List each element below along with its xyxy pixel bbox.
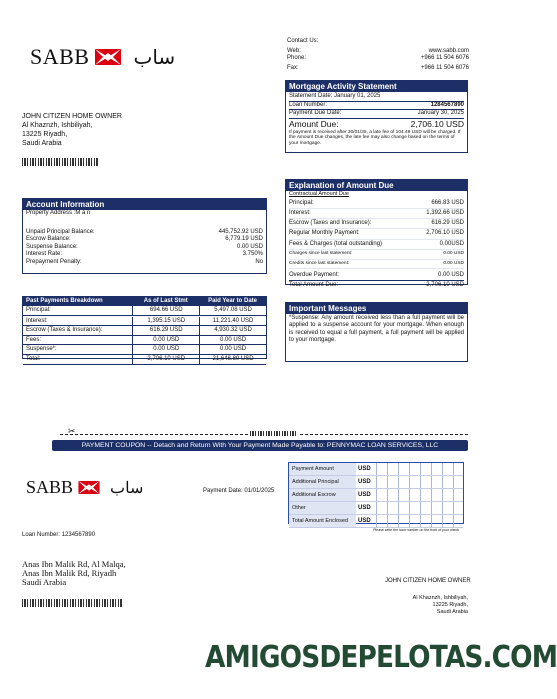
customer-address [22,112,122,148]
customer-addr-1: Al Khaznzh, Ishbiliyah, [22,122,93,129]
past-payments-cell: 5,497.08 USD [199,306,266,315]
explanation-row [289,250,464,260]
past-payments-cell: 0.00 USD [132,345,199,354]
explanation-row-label: Principal: [289,199,314,206]
explanation-row-value: 0.00 USD [437,272,464,279]
coupon-row [289,476,463,489]
messages-box [285,302,468,362]
sender-line-1: Anas Ibn Malik Rd, Al Malqa, [22,559,126,569]
explanation-row [289,229,464,239]
past-payments-cell: Interest: [26,317,48,324]
explanation-row-label: Charges since last statement: [289,250,353,256]
past-payments-row [23,336,266,346]
explanation-row-label: Regular Monthly Payment: [289,230,360,237]
past-payments-row [23,306,266,316]
hexagon-logo-icon [95,49,121,65]
explanation-row-value: 0.00USD [439,240,464,247]
coupon-row [289,515,463,528]
property-address: Property Address :M a n [26,210,91,216]
postal-barcode [22,158,98,166]
coupon-row-label: Additional Escrow [289,489,356,501]
explanation-row [289,219,464,229]
explanation-row-label: Escrow (Taxes and Insurance): [289,220,372,227]
explanation-row-value: 0.00 USD [443,260,464,266]
account-row [26,244,263,252]
sender-address [22,560,126,587]
explanation-row-value: 0.00 USD [443,250,464,256]
explanation-box [285,179,468,289]
explanation-row-value: 1,392.66 USD [426,209,464,216]
watermark-text: AMIGOSDEPELOTAS.COM [205,640,557,675]
explanation-row-value: 666.83 USD [431,199,464,206]
past-header-cell: Past Payments Breakdown [26,298,103,304]
due-date-label: Payment Due Date: [289,110,342,116]
account-row-value: 445,752.92 USD [218,228,263,235]
contact-block [287,38,469,72]
past-payments-cell: Fees: [26,336,42,343]
past-payments-cell: 4,930.32 USD [199,326,266,335]
explanation-rows [289,199,464,291]
messages-title: Important Messages [286,303,467,314]
past-payments-body [23,306,266,365]
coupon-currency: USD [358,492,371,498]
past-payments-cell: Suspense*: [26,346,57,353]
sender-line-2: Anas Ibn Malik Rd, Riyadh [22,568,117,578]
messages-body: *Suspense: Any amount received less than a full payment will be applied to a suspense account for your mortgage. When enough is received to equal a full payment, a full payment will be applied to your mortgage. [289,315,464,344]
coupon-currency: USD [358,479,371,485]
recipient-line-2: 13225 Riyadh, [432,601,468,608]
explanation-row-label: Overdue Payment: [289,272,340,279]
past-payments-cell: Principal: [26,307,51,313]
explanation-row [289,240,464,250]
coupon-row [289,502,463,515]
account-info-title: Account Information [23,199,266,210]
explanation-row-label: Credits since last statement: [289,260,350,266]
due-date-value: January 30, 2025 [417,110,464,116]
account-row-value: 0.00 USD [236,243,263,250]
recipient-name: JOHN CITIZEN HOME OWNER [385,578,471,584]
explanation-row [289,280,464,290]
account-row-label: Interest Rate: [26,251,63,257]
coupon-currency: USD [358,466,371,472]
past-payments-cell: 2,706.10 USD [132,355,199,364]
explanation-row [289,199,464,209]
web-label: Web: [287,47,301,54]
amount-due-label: Amount Due: [289,118,339,129]
account-row [26,259,263,267]
past-payments-cell: 1,395.15 USD [132,317,199,326]
fax-label: Fax: [287,64,299,71]
coupon-loan-number: Loan Number: 1234567890 [22,532,96,538]
coupon-sabb-logo [26,477,143,498]
activity-title: Mortgage Activity Statement [286,81,467,92]
coupon-row-label: Payment Amount [289,463,356,475]
coupon-amount-field[interactable] [376,476,463,488]
account-row-value: 6,779.19 USD [225,236,263,242]
logo-text-en: SABB [30,44,90,69]
coupon-row-label: Other [289,502,356,514]
explanation-row-value: 2,706.10 USD [426,230,464,237]
past-payments-cell: Escrow (Taxes & Insurance): [26,327,103,334]
past-payments-header [23,297,266,306]
past-payments-row [23,317,266,327]
past-payments-row [23,345,266,355]
coupon-footnote: Please write the loan number on the front of your check [373,528,459,532]
account-row-label: Escrow Balance: [26,236,71,242]
account-row-value: 3.750% [242,251,263,257]
loan-number-label: Loan Number: [289,101,328,108]
coupon-logo-text-en: SABB [26,477,74,497]
past-payments-cell: 0.00 USD [199,336,266,345]
explanation-row-label: Total Amount Due: [289,282,339,289]
account-rows [26,229,263,267]
web-link[interactable]: www.sabb.com [428,47,469,54]
coupon-row-label: Total Amount Enclosed [289,515,356,527]
explanation-row-value: 2,706.10 USD [426,282,464,289]
account-row-label: Prepayment Penalty: [26,258,82,265]
coupon-amount-field[interactable] [376,463,463,475]
past-payments-cell: 0.00 USD [132,336,199,345]
coupon-row [289,463,463,476]
detach-barcode [250,431,298,436]
past-payments-cell: 21,648.80 USD [199,355,266,364]
account-info-box [22,198,267,274]
past-payments-cell: 0.00 USD [199,345,266,354]
phone-value: +966 11 504 6076 [420,55,469,61]
contractual-subheader: Contractual Amount Due [289,191,349,197]
fax-value: +966 11 504 6076 [420,64,469,71]
recipient-address [413,595,468,615]
statement-date: Statement Date: January 01, 2025 [289,93,464,102]
coupon-currency: USD [358,505,371,511]
customer-name: JOHN CITIZEN HOME OWNER [22,113,122,120]
account-row [26,251,263,259]
recipient-line-1: Al Khaznzh, Ishbiliyah, [412,595,468,601]
contact-title: Contact Us: [287,38,319,44]
coupon-logo-text-ar: ساب [110,479,144,497]
past-payments-row [23,326,266,336]
coupon-banner-text: PAYMENT COUPON -- Detach and Return With Your Payment Made Payable to: PENNYMAC LOAN SERVICES, LLC [81,442,439,449]
explanation-title: Explanation of Amount Due [286,180,467,191]
past-payments-row [23,355,266,365]
sender-barcode [22,599,122,607]
explanation-row-label: Fees & Charges (total outstanding) [289,240,383,247]
coupon-currency: USD [358,518,371,524]
customer-addr-2: 13225 Riyadh, [22,131,68,138]
past-payments-table [22,296,267,362]
coupon-hexagon-logo-icon [78,481,100,494]
coupon-amount-field[interactable] [376,502,463,514]
past-header-cell: As of Last Stmt [143,298,188,304]
explanation-row [289,209,464,219]
coupon-banner [52,440,468,451]
sabb-logo [30,44,175,70]
coupon-amount-table [288,462,464,532]
scissors-icon: ✂ [68,426,76,436]
explanation-row-value: 616.29 USD [431,220,464,227]
recipient-line-3: Saudi Arabia [436,608,468,615]
explanation-row [289,260,464,270]
explanation-row-label: Interest: [289,209,311,216]
account-row-label: Unpaid Principal Balance: [26,228,95,235]
late-fee-note: If payment is received after 30/01/25, a late fee of 104.49 USD will be charged. If the Amount Due changes, the late fee may also change based on the terms of your mortgage. [289,129,461,146]
past-payments-cell: 616.29 USD [132,326,199,335]
past-header-cell: Paid Year to Date [208,298,258,304]
past-payments-cell: Total: [26,355,41,362]
past-payments-cell: 11,221.40 USD [199,317,266,326]
logo-text-ar: ساب [133,45,176,69]
past-payments-cell: 694.66 USD [132,306,199,315]
coupon-rows [289,463,463,528]
coupon-amount-field[interactable] [376,515,463,527]
coupon-amount-field[interactable] [376,489,463,501]
account-row-value: No [255,258,263,265]
sender-line-3: Saudi Arabia [22,577,67,587]
coupon-row [289,489,463,502]
explanation-row [289,271,464,280]
phone-label: Phone: [287,55,307,61]
account-row [26,236,263,244]
account-row-label: Suspense Balance: [26,243,78,250]
loan-number-value: 1284567890 [430,101,464,108]
customer-addr-3: Saudi Arabia [22,140,62,147]
coupon-payment-date: Payment Date: 01/01/2025 [203,488,275,494]
activity-statement-box [285,80,468,153]
account-row [26,229,263,237]
coupon-row-label: Additional Principal [289,476,356,488]
amount-due-value: 2,706.10 USD [410,118,464,129]
